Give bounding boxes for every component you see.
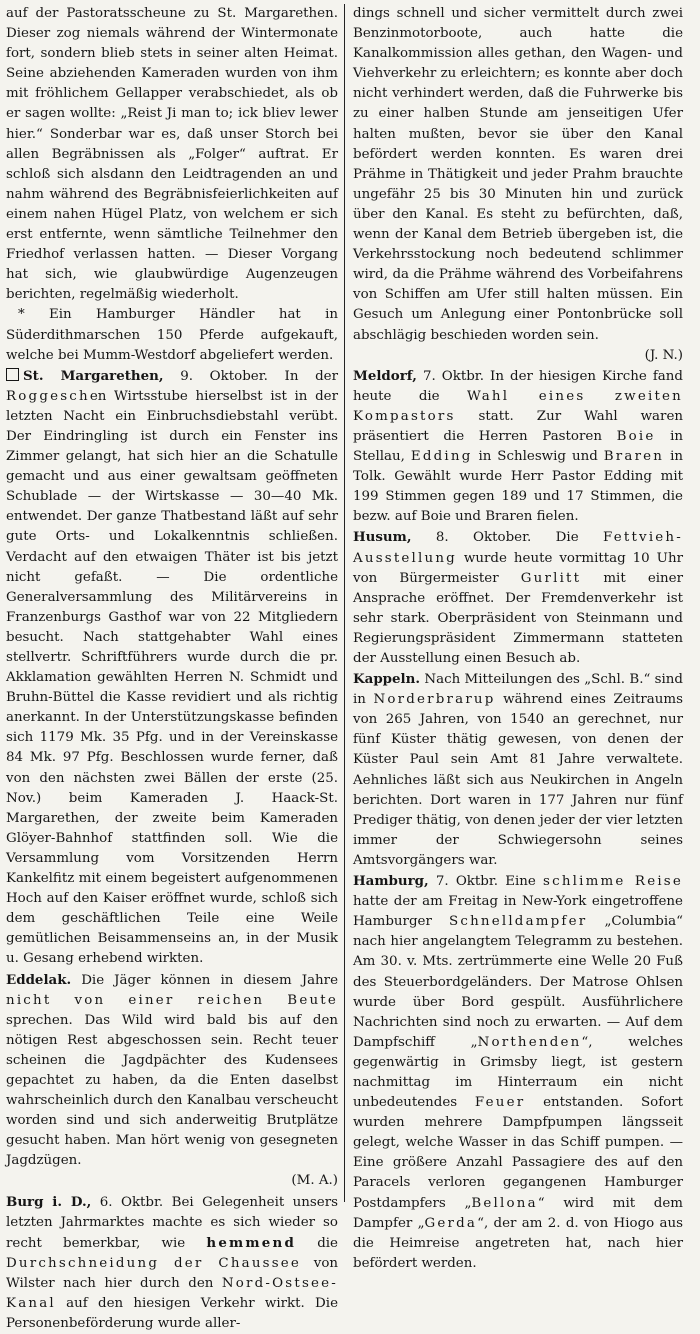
article-meldorf: Meldorf, 7. Oktbr. In der hiesigen Kirche fand heute die Wahl eines zweiten Kompastors statt. Zur Wahl waren präsentiert die Herren Pastoren Boie in Stellau, Edding in Schleswig und Braren in Tolk. Gewählt wurde Herr Pastor Edding mit 199 Stimmen gegen 189 und 17 Stimmen, die bezw. auf Boie und Braren fielen. <box>353 367 683 525</box>
dateline-date: 8. Oktober. <box>411 530 532 546</box>
dateline-date: 7. Oktbr. <box>416 368 484 384</box>
spaced-text: schlimme Reise <box>543 874 683 890</box>
spaced-text: hemmend <box>206 1234 297 1251</box>
dateline-place: Kappeln. <box>353 671 421 688</box>
left-column <box>6 4 344 1332</box>
spaced-text: Gerda <box>424 1215 478 1231</box>
dateline-place: St. Margarethen, <box>23 367 164 384</box>
dateline-place: Eddelak. <box>6 971 72 988</box>
article-husum: Husum, 8. Oktober. Die Fettvieh-Ausstellung wurde heute vormittag 10 Uhr von Bürgermeister Gurlitt mit einer Ansprache eröffnet. Der Fremdenverkehr ist sehr stark. Oberpräsident von Steinmann und Regierungspräsident Zimmermann statteten der Ausstellung einen Besuch ab. <box>353 529 683 666</box>
dateline-date: 9. Oktober. <box>163 368 268 384</box>
dateline-date: 7. Oktbr. <box>428 874 499 890</box>
right-column <box>345 4 684 1271</box>
spaced-text: Fettvieh-Ausstellung <box>353 530 683 566</box>
article-storch-continued: auf der Pastoratsscheune zu St. Margarethen. Dieser zog niemals während der Wintermonate fort, sondern blieb stets in seiner alten Heimat. Seine abziehenden Kameraden wurden von ihm mit fröhlichem Gellapper verabschiedet, als ob er sagen wollte: „Reist Ji man to; ick bliev lewer hier.“ Sonderbar war es, daß unser Storch bei allen Begräbnissen als „Folger“ auftrat. Er schloß sich alsdann den Leidtragenden an und nahm während des Begräbnisfeierlichkeiten auf einem nahen Hügel Platz, von welchem er sich erst entfernte, wenn sämtliche Teilnehmer den Friedhof verlassen hatten. — Dieser Vorgang hat sich, wie glaubwürdige Augenzeugen berichten, regelmäßig wiederholt. <box>6 6 338 303</box>
article-hamburg: Hamburg, 7. Oktbr. Eine schlimme Reise hatte der am Freitag in New-York eingetroffene Hamburger Schnelldampfer „Columbia“ nach hier angelangtem Telegramm zu bestehen. Am 30. v. Mts. zertrümmerte eine Welle 20 Fuß des Steuerbordgeländers. Der Matrose Ohlsen wurde über Bord gespült. Ausführlichere Nachrichten sind noch zu erwarten. — Auf dem Dampfschiff „Northenden“, welches gegenwärtig in Grimsby liegt, ist gestern nachmittag im Hinterraum ein nicht unbedeutendes Feuer entstanden. Sofort wurden mehrere Dampfpumpen längsseit gelegt, welche Wasser in das Schiff pumpen. — Eine größere Anzahl Passagiere des auf den Paracels verloren gegangenen Hamburger Postdampfers „Bellona“ wird mit dem Dampfer „Gerda“, der am 2. d. von Hiogo aus die Heimreise angetreten hat, nach hier befördert werden. <box>353 873 684 1271</box>
dateline-date: 6. Oktbr. <box>91 1194 164 1210</box>
spaced-text: Wahl eines zweiten Kompastors <box>353 388 683 424</box>
source-signature: (M. A.) <box>291 1173 338 1189</box>
article-kappeln: Kappeln. Nach Mitteilungen des „Schl. B.“ sind in Norderbrarup während eines Zeitraums von 265 Jahren, von 1540 an gerechnet, nur fünf Küster thätig gewesen, von denen der Küster Paul sein Amt 81 Jahre verwaltete. Aehnliches läßt sich aus Neukirchen in Angeln berichten. Dort waren in 177 Jahren nur fünf Prediger thätig, von denen jeder der vier letzten immer der Schwiegersohn seines Amtsvorgängers war. <box>353 671 683 868</box>
spaced-text: Durchschneidung der Chaussee <box>6 1255 302 1271</box>
spaced-text: Braren <box>603 449 665 465</box>
spaced-text: Boie <box>616 428 656 444</box>
spaced-text: Schnelldampfer <box>449 914 588 930</box>
spaced-text: Gurlitt <box>520 570 582 586</box>
article-st-margarethen: St. Margarethen, 9. Oktober. In der Roggeschen Wirtsstube hierselbst ist in der letzten Nacht ein Einbruchsdiebstahl verübt. Der Eindringling ist durch ein Fenster ins Zimmer gelangt, hat sich hier an die Schatulle gemacht und aus einer gewaltsam geöffneten Schublade — der Wirtskasse — 30—40 Mk. entwendet. Der ganze Thatbestand läßt auf sehr gute Orts- und Lokalkenntnis schließen. Verdacht auf den etwaigen Thäter ist bis jetzt nicht gefaßt. — Die ordentliche Generalversammlung des Militärvereins in Franzenburgs Gasthof war von 22 Mitgliedern besucht. Nach stattgehabter Wahl eines stellvertr. Schriftführers wurde durch die pr. Akklamation gewählten Herren N. Schmidt und Bruhn-Büttel die Kasse revidiert und als richtig anerkannt. In der Unterstützungskasse befinden sich 1179 Mk. 35 Pfg. und in der Vereinskasse 84 Mk. 97 Pfg. Beschlossen wurde ferner, daß von den nächsten zwei Bällen der erste (25. Nov.) beim Kameraden J. Haack-St. Margarethen, der zweite beim Kameraden Glöyer-Bahnhof stattfinden soll. Wie die Versammlung vom Vorsitzenden Herrn Kankelfitz mit einem begeistert aufgenommenen Hoch auf den Kaiser eröffnet wurde, schloß sich dem geschäftlichen Teile eine Weile gemütlichen Beisammenseins an, in der Musik u. Gesang erhebend wirkten. <box>6 367 339 967</box>
square-marker-icon <box>6 368 19 381</box>
spaced-text: Edding <box>410 449 473 465</box>
spaced-text: Northenden <box>477 1034 582 1050</box>
article-burg-continued: dings schnell und sicher vermittelt durch zwei Benzinmotorboote, auch hatte die Kanalkommission alles gethan, den Wagen- und Viehverkehr zu erleichtern; es konnte aber doch nicht verhindert werden, daß die Fuhrwerke bis zu einer halben Stunde am jenseitigen Ufer halten mußten, bevor sie über den Kanal befördert werden konnten. Es waren drei Prähme in Thätigkeit und jeder Prahm brauchte ungefähr 25 bis 30 Minuten hin und zurück über den Kanal. Es steht zu befürchten, daß, wenn der Kanal dem Betrieb übergeben ist, die Verkehrsstockung noch bedeutend schlimmer wird, da die Prähme während des Vorbeifahrens von Schiffen am Ufer still halten müssen. Ein Gesuch um Anlegung einer Pontonbrücke soll abschlägig beschieden worden sein. <box>353 6 683 343</box>
spaced-text: Feuer <box>474 1095 526 1111</box>
spaced-text: Bellona <box>471 1195 538 1211</box>
dateline-place: Hamburg, <box>353 873 429 890</box>
article-eddelak: Eddelak. Die Jäger können in diesem Jahre nicht von einer reichen Beute sprechen. Das Wild wird bald bis auf den nötigen Rest abgeschossen sein. Recht teuer scheinen die Jagdpächter des Kudensees gepachtet zu haben, da die Enten daselbst wahrscheinlich durch den Kanalbau verscheucht worden sind und sich anderweitig Brutplätze gesucht haben. Man hört wenig von gesegneten Jagdzügen. <box>6 971 338 1169</box>
spaced-text: Roggesch <box>6 388 90 404</box>
dateline-place: Burg i. D., <box>6 1193 92 1210</box>
dateline-place: Husum, <box>353 529 412 546</box>
spaced-text: Norderbrarup <box>373 692 496 708</box>
source-signature: (J. N.) <box>644 347 683 363</box>
dateline-place: Meldorf, <box>353 367 417 384</box>
article-burg: Burg i. D., 6. Oktbr. Bei Gelegenheit unsers letzten Jahrmarktes machte es sich wieder so recht bemerkbar, wie hemmend die Durchschneidung der Chaussee von Wilster nach hier durch den Nord-Ostsee-Kanal auf den hiesigen Verkehr wirkt. Die Personenbeförderung wurde aller- <box>6 1193 339 1332</box>
spaced-text: nicht von einer reichen Beute <box>6 992 338 1008</box>
article-pferde: * Ein Hamburger Händler hat in Süderdithmarschen 150 Pferde aufgekauft, welche bei Mumm-Westdorf abgeliefert werden. <box>6 307 338 363</box>
spaced-text: Nord-Ostsee-Kanal <box>6 1275 338 1311</box>
